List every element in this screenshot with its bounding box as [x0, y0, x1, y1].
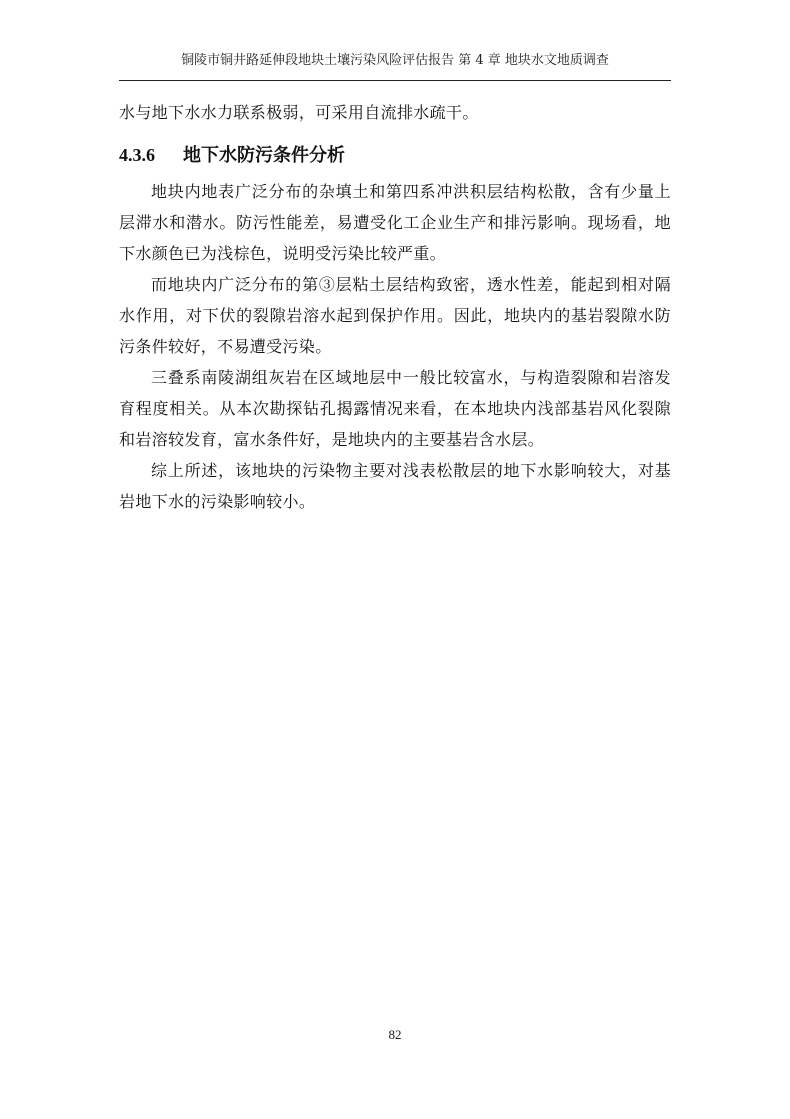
- document-body: [119, 97, 671, 517]
- paragraph-clay-layer: 而地块内广泛分布的第③层粘土层结构致密，透水性差，能起到相对隔水作用，对下伏的裂隙岩溶水起到保护作用。因此，地块内的基岩裂隙水防污条件较好，不易遭受污染。: [119, 275, 671, 356]
- paragraph-limestone-aquifer: 三叠系南陵湖组灰岩在区域地层中一般比较富水，与构造裂隙和岩溶发育程度相关。从本次勘探钻孔揭露情况来看，在本地块内浅部基岩风化裂隙和岩溶较发育，富水条件好，是地块内的主要基岩含水层。: [119, 368, 671, 449]
- page-number: 82: [388, 1027, 402, 1042]
- paragraph-summary: 综上所述，该地块的污染物主要对浅表松散层的地下水影响较大，对基岩地下水的污染影响较小。: [119, 461, 671, 511]
- paragraph-surface-layer: 地块内地表广泛分布的杂填土和第四系冲洪积层结构松散，含有少量上层滞水和潜水。防污性能差，易遭受化工企业生产和排污影响。现场看，地下水颜色已为浅棕色，说明受污染比较严重。: [119, 182, 671, 263]
- page-header: 铜陵市铜井路延伸段地块土壤污染风险评估报告 第 4 章 地块水文地质调查: [181, 53, 609, 68]
- section-number: 4.3.6: [119, 145, 155, 165]
- section-heading: [119, 141, 671, 170]
- section-title: 地下水防污条件分析: [183, 145, 345, 166]
- header-divider: [119, 80, 671, 81]
- continuation-paragraph: 水与地下水水力联系极弱，可采用自流排水疏干。: [119, 103, 479, 122]
